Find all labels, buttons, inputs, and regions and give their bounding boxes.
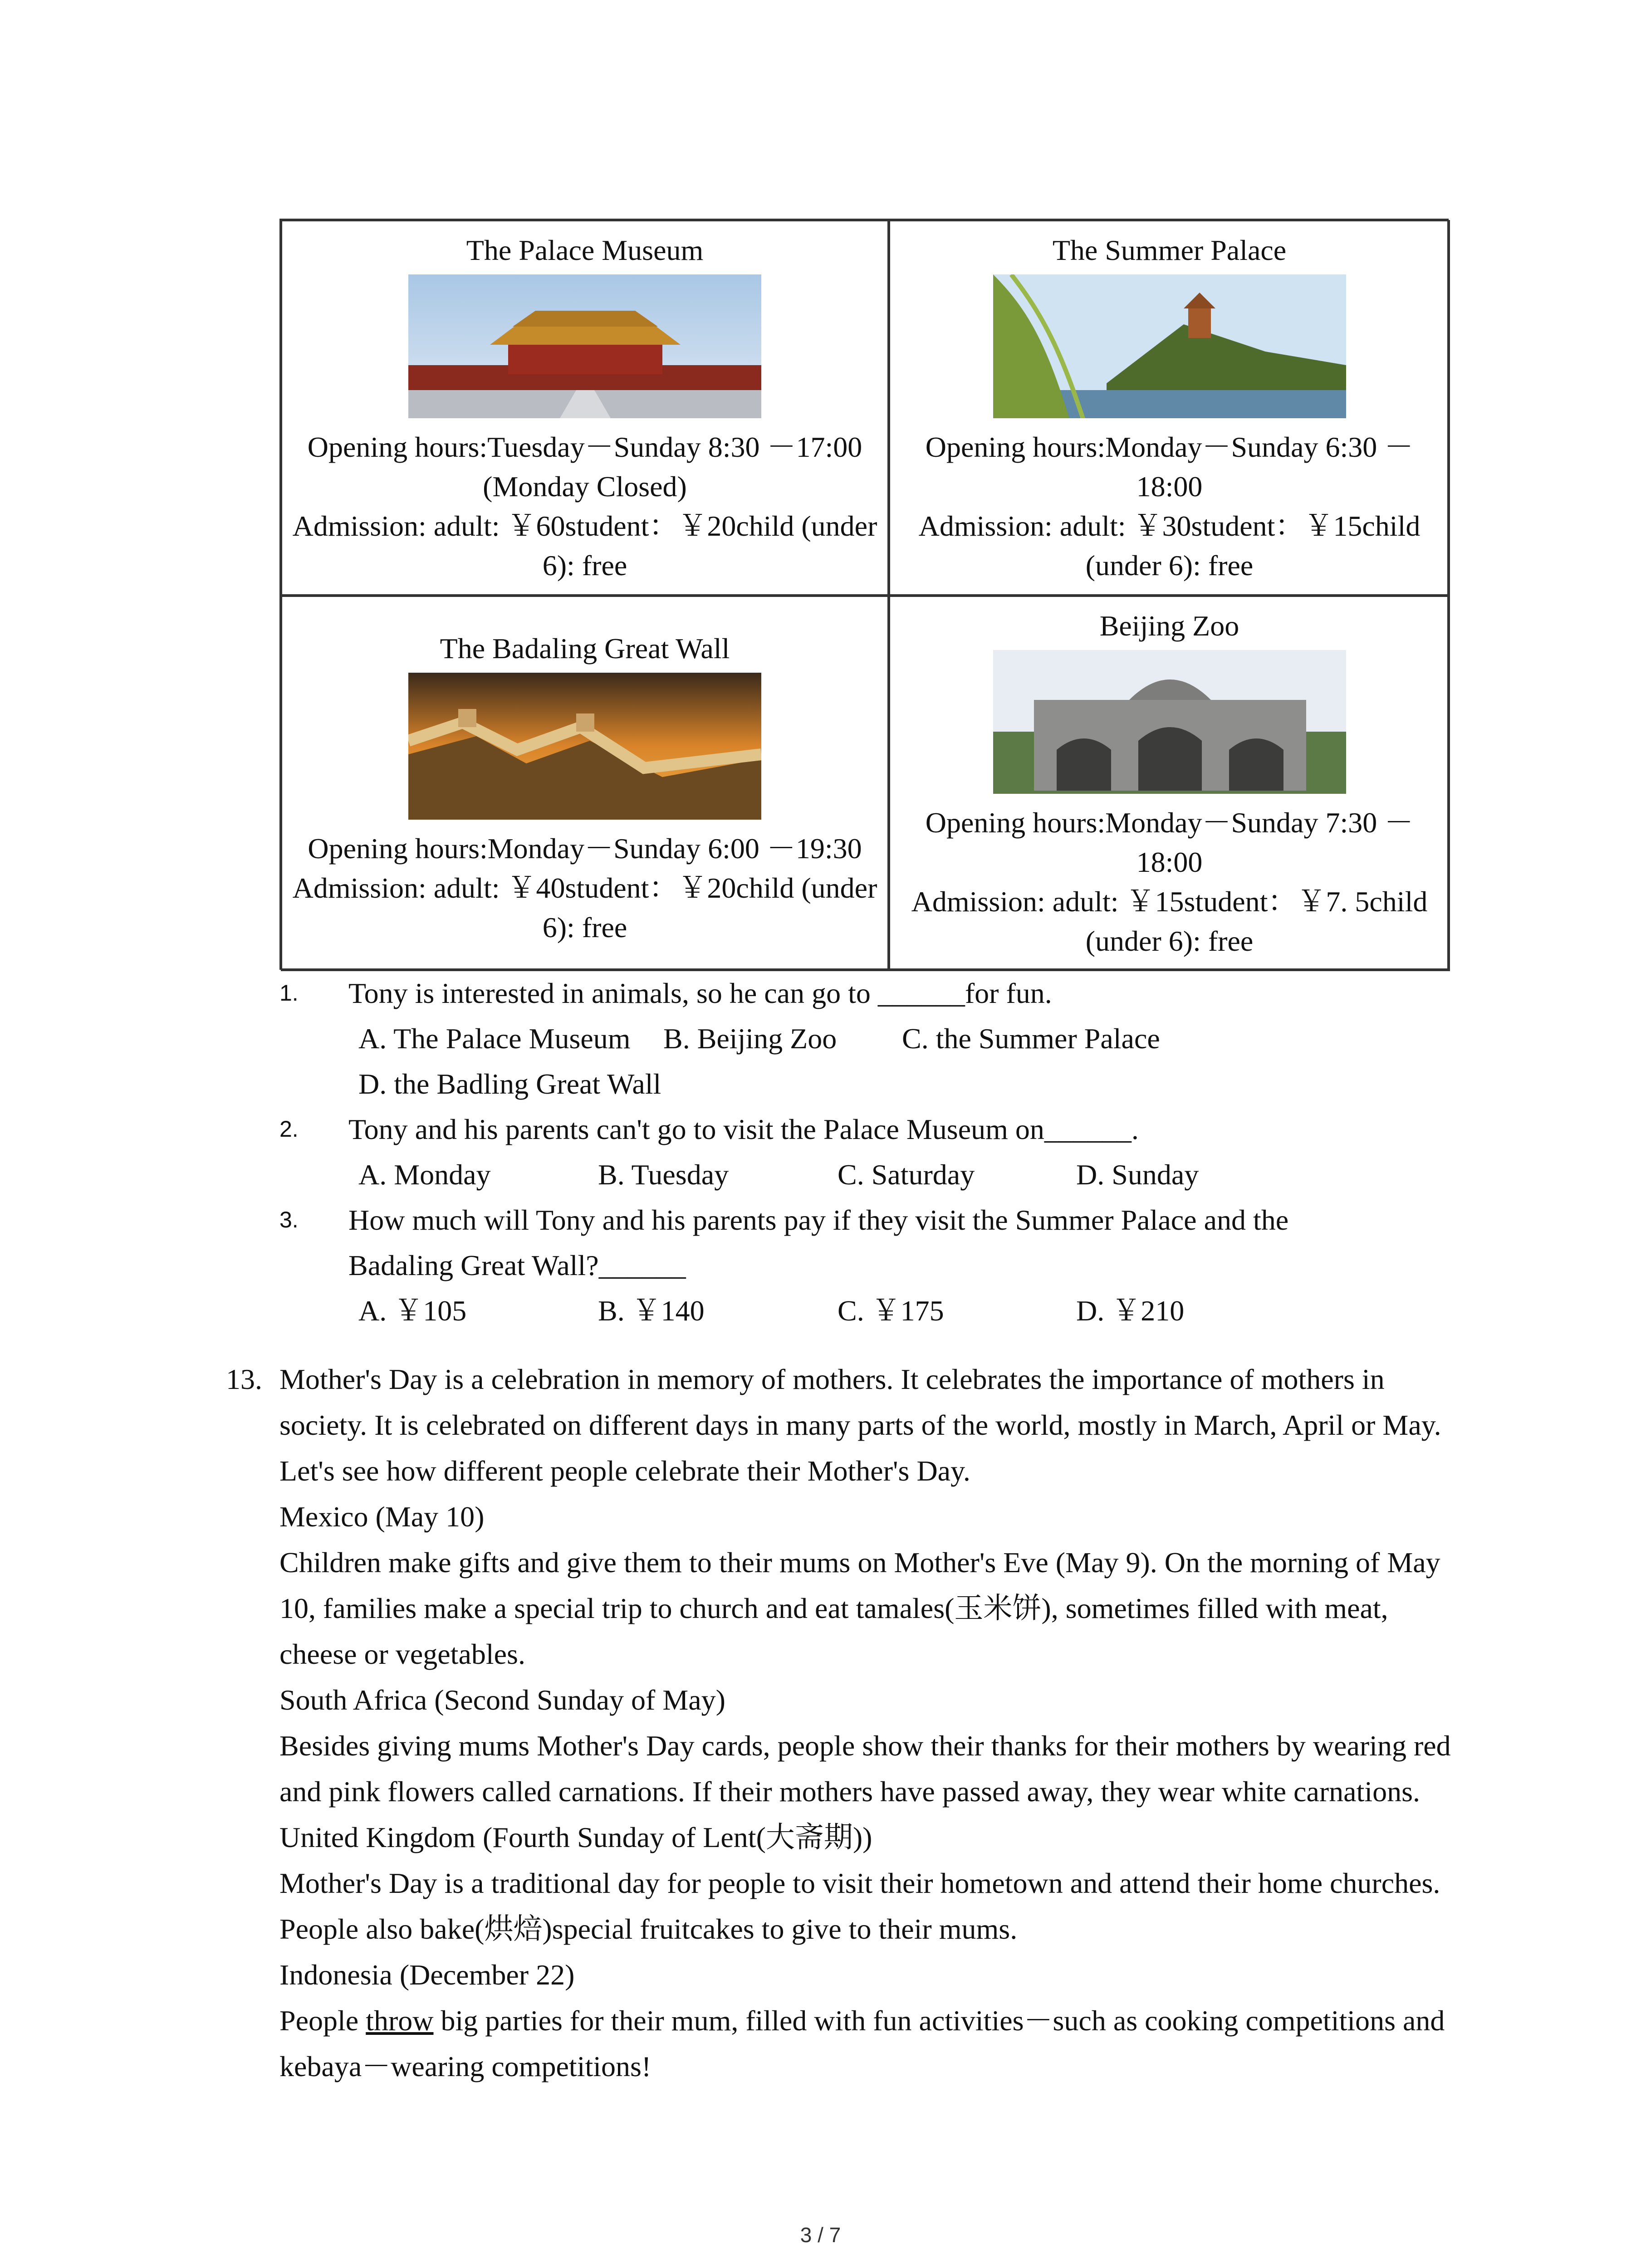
- section-heading-mexico: Mexico (May 10): [279, 1501, 485, 1533]
- attractions-table: [279, 219, 1449, 970]
- section-body-uk: Mother's Day is a traditional day for people to visit their hometown and attend their home churches. People also bake(烘焙)special fruitcakes to give to their mums.: [279, 1867, 1440, 1945]
- attraction-name: Beijing Zoo: [1099, 610, 1239, 642]
- great-wall-photo-icon: [408, 673, 761, 820]
- question-number: 3.: [279, 1207, 299, 1232]
- answer-option: C. Saturday: [838, 1158, 975, 1191]
- attraction-admission: Admission: adult: ￥60student：￥20child (under 6): free: [292, 510, 877, 582]
- attraction-name: The Badaling Great Wall: [440, 632, 730, 665]
- answer-option: A. ￥105: [358, 1295, 467, 1327]
- answer-option: B. Tuesday: [598, 1158, 729, 1191]
- attraction-name: The Summer Palace: [1052, 234, 1287, 266]
- question-text: How much will Tony and his parents pay if they visit the Summer Palace and the Badaling Great Wall?______: [348, 1204, 1289, 1281]
- palace-museum-photo-icon: [408, 274, 761, 418]
- attraction-cell-summer-palace: [889, 220, 1450, 596]
- attraction-cell-great-wall: [281, 596, 889, 971]
- underlined-word: throw: [366, 2004, 434, 2037]
- passage-number: 13.: [226, 1363, 262, 1395]
- attraction-admission: Admission: adult: ￥30student：￥15child (under 6): free: [918, 510, 1421, 582]
- section-body-south-africa: Besides giving mums Mother's Day cards, people show their thanks for their mothers by wearing red and pink flowers called carnations. If their mothers have passed away, they wear white carnations.: [279, 1730, 1451, 1808]
- question-number: 1.: [279, 980, 299, 1006]
- section-heading-uk: United Kingdom (Fourth Sunday of Lent(大斋期)): [279, 1821, 872, 1853]
- summer-palace-photo-icon: [993, 274, 1346, 418]
- attraction-hours: Opening hours:Tuesday－Sunday 8:30 －17:00 (Monday Closed): [307, 431, 862, 503]
- attraction-cell-beijing-zoo: [889, 596, 1450, 971]
- passage-intro: Mother's Day is a celebration in memory of mothers. It celebrates the importance of mothers in society. It is celebrated on different days in many parts of the world, mostly in March, April or May. Let's see how different people celebrate their Mother's Day.: [279, 1363, 1441, 1487]
- answer-option: D. the Badling Great Wall: [358, 1068, 661, 1100]
- attraction-hours: Opening hours:Monday－Sunday 6:30 －18:00: [925, 431, 1414, 503]
- body-text: People: [279, 2004, 366, 2037]
- attraction-hours: Opening hours:Monday－Sunday 6:00 －19:30: [308, 832, 862, 865]
- reading-passage: [279, 1356, 1468, 2089]
- question-text: Tony and his parents can't go to visit the Palace Museum on______.: [348, 1113, 1139, 1145]
- question-number: 2.: [279, 1116, 299, 1142]
- answer-option: C. the Summer Palace: [902, 1022, 1160, 1055]
- question-text: Tony is interested in animals, so he can go to ______for fun.: [348, 977, 1052, 1009]
- beijing-zoo-photo-icon: [993, 650, 1346, 794]
- attraction-admission: Admission: adult: ￥40student：￥20child (under 6): free: [292, 872, 877, 943]
- section-heading-indonesia: Indonesia (December 22): [279, 1959, 575, 1991]
- answer-option: A. The Palace Museum: [358, 1022, 631, 1055]
- attraction-admission: Admission: adult: ￥15student：￥7. 5child (under 6): free: [911, 885, 1428, 957]
- section-body-indonesia: [279, 1998, 1468, 2089]
- answer-option: B. Beijing Zoo: [663, 1022, 837, 1055]
- section-heading-south-africa: South Africa (Second Sunday of May): [279, 1684, 725, 1716]
- answer-option: B. ￥140: [598, 1295, 705, 1327]
- section-body-mexico: Children make gifts and give them to their mums on Mother's Eve (May 9). On the morning of May 10, families make a special trip to church and eat tamales(玉米饼), sometimes filled with meat, cheese or vegetables.: [279, 1546, 1440, 1670]
- answer-option: A. Monday: [358, 1158, 491, 1191]
- answer-option: D. ￥210: [1076, 1295, 1185, 1327]
- attraction-name: The Palace Museum: [466, 234, 704, 266]
- attraction-cell-palace-museum: [281, 220, 889, 596]
- answer-option: D. Sunday: [1076, 1158, 1199, 1191]
- page-number: 3 / 7: [800, 2223, 841, 2247]
- body-text: big parties for their mum, filled with fun activities－such as cooking competitions and kebaya－wearing competitions!: [279, 2004, 1445, 2082]
- attraction-hours: Opening hours:Monday－Sunday 7:30 －18:00: [925, 807, 1414, 878]
- answer-option: C. ￥175: [838, 1295, 944, 1327]
